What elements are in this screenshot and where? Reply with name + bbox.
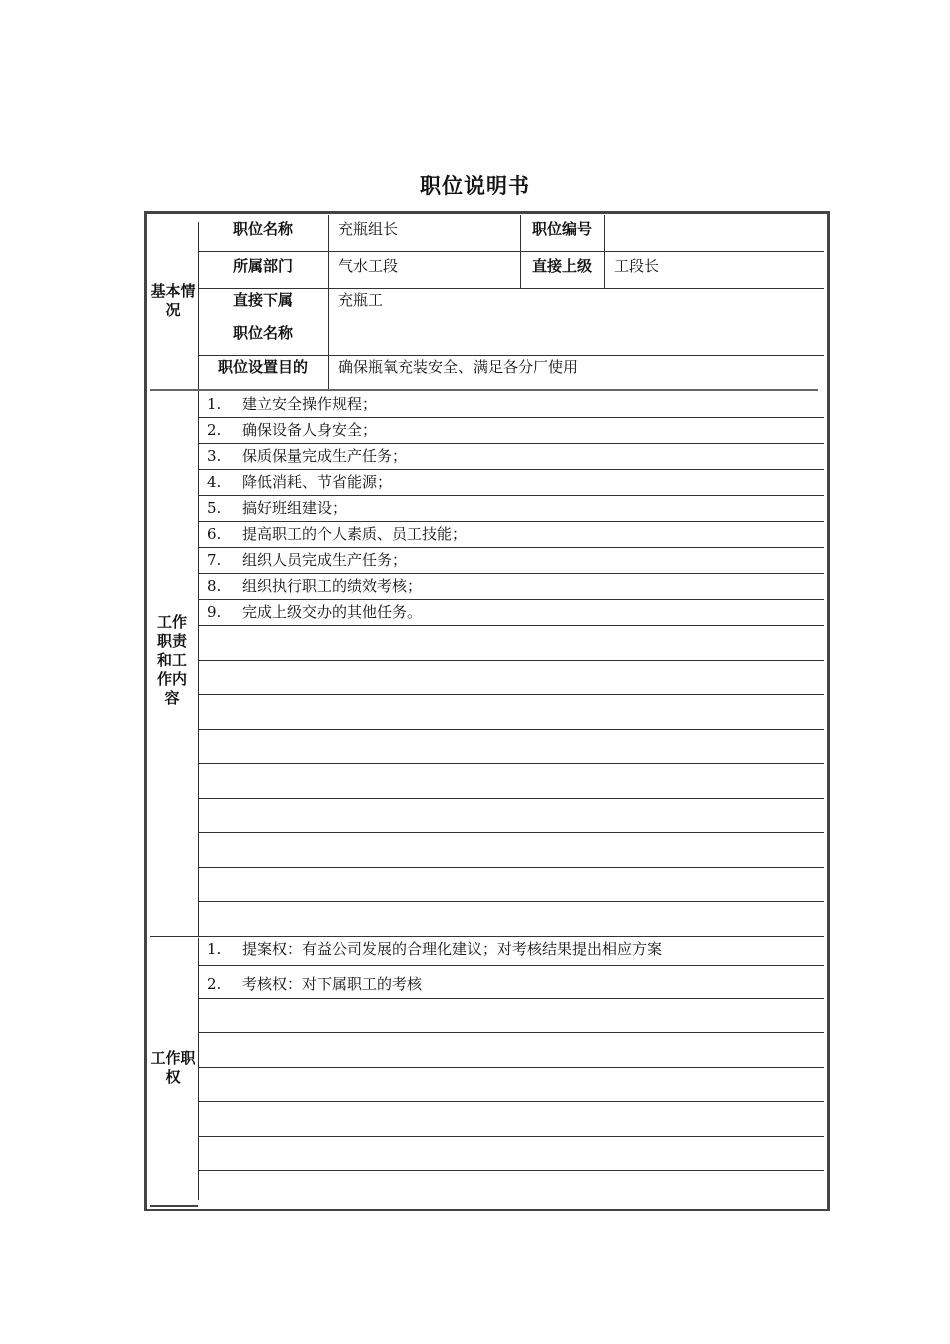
divider (198, 251, 824, 252)
authority-item (207, 974, 422, 994)
duty-item-number: 7. (207, 551, 222, 569)
duty-item (207, 472, 392, 492)
duty-item-number: 3. (207, 447, 222, 465)
duty-item (207, 394, 377, 414)
section-divider (150, 389, 818, 391)
divider (198, 998, 824, 999)
divider (198, 1032, 824, 1033)
duty-item-text: 组织执行职工的绩效考核； (242, 577, 423, 595)
authority-item-number: 1. (207, 940, 222, 958)
purpose-value: 确保瓶氧充装安全、满足各分厂使用 (338, 358, 579, 376)
duty-item-number: 2. (207, 421, 222, 439)
section-label-authority: 工作职权 (150, 1049, 196, 1086)
divider (198, 495, 824, 496)
section-divider (150, 936, 824, 937)
duty-item (207, 498, 347, 518)
duty-item (207, 550, 407, 570)
duty-item-number: 8. (207, 577, 222, 595)
duty-item-number: 1. (207, 395, 222, 413)
duty-item-text: 完成上级交办的其他任务。 (242, 603, 423, 621)
divider (198, 288, 824, 289)
duty-item-text: 搞好班组建设； (242, 499, 348, 517)
divider (198, 729, 824, 730)
duty-item-text: 组织人员完成生产任务； (242, 551, 408, 569)
position-code-label: 职位编号 (531, 220, 592, 238)
authority-item-text: 提案权：有益公司发展的合理化建议；对考核结果提出相应方案 (242, 940, 663, 958)
duty-item-text: 建立安全操作规程； (242, 395, 378, 413)
duty-item (207, 602, 422, 622)
page-title: 职位说明书 (420, 174, 530, 198)
divider (198, 965, 824, 966)
divider (198, 832, 824, 833)
duty-item-text: 确保设备人身安全； (242, 421, 378, 439)
duty-item (207, 524, 467, 544)
divider (198, 1101, 824, 1102)
divider (198, 443, 824, 444)
duty-item-number: 6. (207, 525, 222, 543)
divider (198, 798, 824, 799)
divider (198, 599, 824, 600)
subordinate-value: 充瓶工 (338, 291, 384, 309)
duty-item (207, 576, 422, 596)
section-label-basic: 基本情况 (150, 282, 196, 319)
subordinate-label-line1: 直接下属 (232, 291, 293, 309)
supervisor-value: 工段长 (614, 257, 660, 275)
divider (198, 901, 824, 902)
supervisor-label: 直接上级 (531, 257, 592, 275)
divider (198, 763, 824, 764)
subordinate-label-line2: 职位名称 (232, 324, 293, 342)
divider (198, 469, 824, 470)
purpose-label: 职位设置目的 (217, 358, 308, 376)
divider (198, 1067, 824, 1068)
duty-item (207, 420, 377, 440)
divider (198, 660, 824, 661)
duty-item-text: 提高职工的个人素质、员工技能； (242, 525, 468, 543)
department-value: 气水工段 (338, 257, 399, 275)
divider (198, 694, 824, 695)
duty-item (207, 446, 407, 466)
authority-item-number: 2. (207, 975, 222, 993)
duty-item-number: 9. (207, 603, 222, 621)
duty-item-text: 降低消耗、节省能源； (242, 473, 393, 491)
divider (198, 521, 824, 522)
authority-item-text: 考核权：对下属职工的考核 (242, 975, 423, 993)
section-divider (150, 1205, 198, 1207)
divider (198, 625, 824, 626)
section-label-duties: 工作职责和工作内容 (156, 613, 187, 707)
divider (198, 573, 824, 574)
position-name-value: 充瓶组长 (338, 220, 399, 238)
duty-item-text: 保质保量完成生产任务； (242, 447, 408, 465)
duty-item-number: 5. (207, 499, 222, 517)
duty-item-number: 4. (207, 473, 222, 491)
divider (198, 355, 824, 356)
divider (198, 1170, 824, 1171)
divider (198, 1136, 824, 1137)
position-name-label: 职位名称 (232, 220, 293, 238)
authority-item (207, 939, 662, 959)
divider (198, 417, 824, 418)
divider (198, 391, 199, 936)
divider (328, 215, 329, 389)
divider (198, 867, 824, 868)
divider (198, 547, 824, 548)
department-label: 所属部门 (232, 257, 293, 275)
divider (198, 938, 199, 1200)
